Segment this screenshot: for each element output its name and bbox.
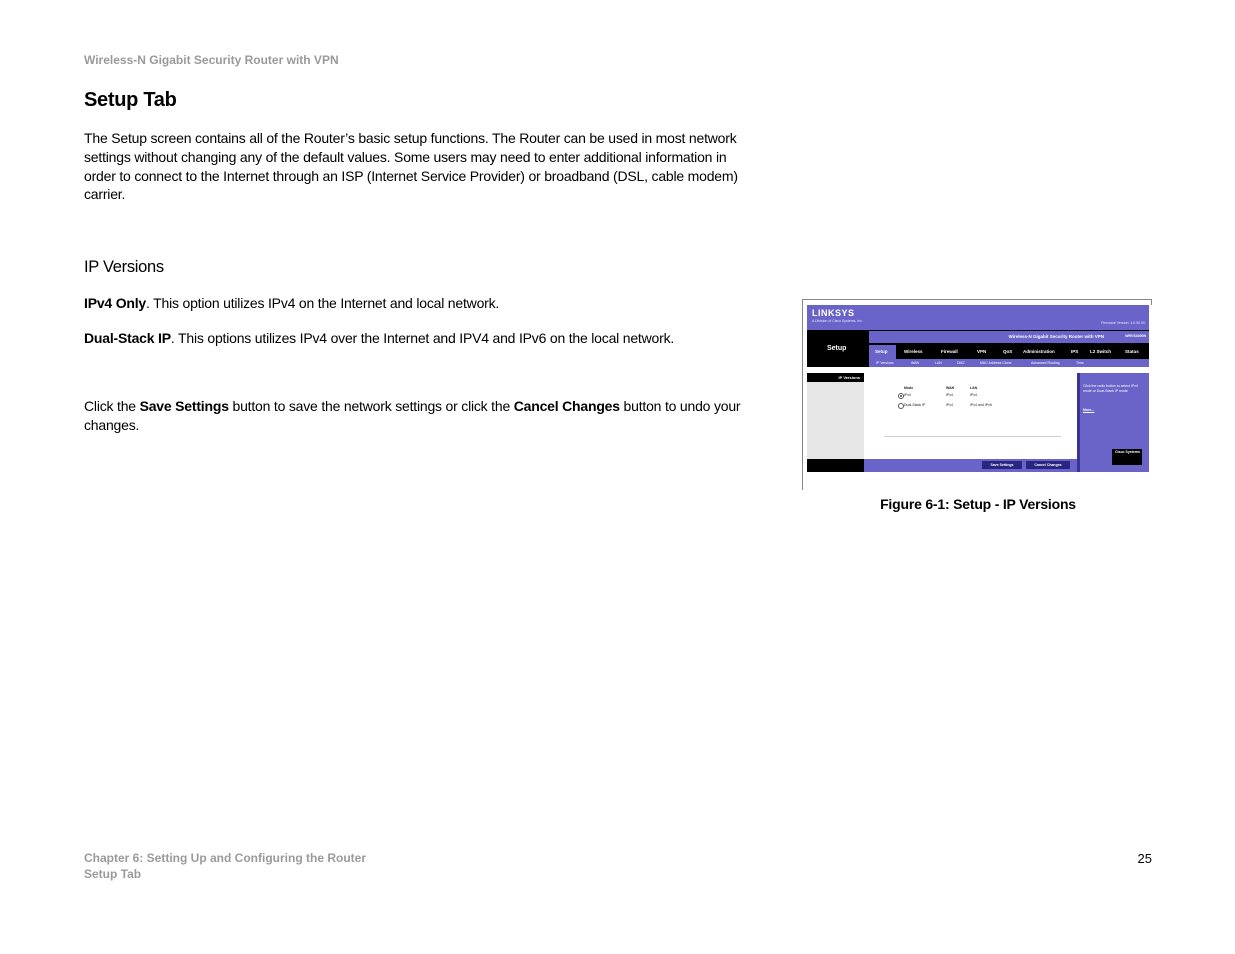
help-column-edge [1077,373,1080,472]
logo-subtitle: A Division of Cisco Systems, Inc. [812,319,863,323]
mode-ipv4: IPv4 [904,393,912,397]
tab-firewall[interactable]: Firewall [941,349,958,354]
cancel-changes-button[interactable]: Cancel Changes [1026,461,1070,469]
figure-frame-left [802,299,803,490]
save-para-mid: button to save the network settings or click the [228,398,514,414]
tab-status[interactable]: Status [1125,349,1139,354]
figure-frame-right [1151,299,1152,305]
subtab-wan[interactable]: WAN [911,360,920,365]
help-text: Click the radio button to select IPv4 mode or Dual-Stack IP mode [1083,384,1138,393]
dual-stack-text: . This options utilizes IPv4 over the Internet and IPV4 and IPv6 on the local network. [170,330,675,346]
section-title: Setup Tab [84,89,177,111]
lan-ipv4: IPv4 [970,393,978,397]
tab-vpn[interactable]: VPN [977,349,987,354]
subtab-advanced-routing[interactable]: Advanced Routing [1031,360,1060,365]
subsection-title: IP Versions [84,258,164,276]
figure-screenshot [802,299,1152,490]
save-settings-button[interactable]: Save Settings [982,461,1022,469]
form-divider [884,436,1061,437]
tab-l2-switch[interactable]: L2 Switch [1090,349,1112,354]
subtab-lan[interactable]: LAN [935,360,942,365]
lan-dual-stack: IPv4 and IPv6 [970,403,992,407]
ipv4-paragraph [84,294,754,313]
left-column [807,373,864,459]
brand-bar [807,305,1149,330]
mode-dual-stack: Dual-Stack IP [904,403,926,407]
section-label: IP Versions [838,375,860,380]
save-para-pre: Click the [84,398,140,414]
col-wan: WAN [946,386,955,390]
col-mode: Mode [904,386,914,390]
setup-label: Setup [827,345,847,352]
ipv4-term: IPv4 Only [84,295,147,311]
dual-stack-paragraph [84,329,754,348]
help-more-link[interactable]: More... [1083,408,1095,412]
firmware-version: Firmware Version: 1.0.00.00 [1101,321,1145,325]
dual-stack-term: Dual-Stack IP [84,330,171,346]
save-paragraph [84,397,756,435]
bottom-bar-left [807,459,864,472]
tab-setup[interactable]: Setup [875,349,888,354]
ipv4-text: . This option utilizes IPv4 on the Internet and local network. [146,295,500,311]
figure-frame-top [802,299,1152,300]
linksys-logo: LINKSYS [812,308,855,318]
tab-wireless[interactable]: Wireless [904,349,923,354]
intro-paragraph: The Setup screen contains all of the Router’s basic setup functions. The Router can be used in most network settings without changing any of the default values. Some users may need to enter additional information in order to connect to the Internet through an ISP (Internet Service Provider) or broadband (DSL, cable modem) carrier. [84,130,738,203]
wan-dual-stack: IPv4 [946,403,954,407]
footer-section: Setup Tab [84,867,142,881]
save-settings-term: Save Settings [139,398,229,414]
wan-ipv4: IPv4 [946,393,954,397]
figure-caption: Figure 6-1: Setup - IP Versions [880,496,1076,512]
save-para-post: button to undo your changes. [84,398,741,433]
footer-chapter: Chapter 6: Setting Up and Configuring the Router [84,851,366,865]
subtab-mac-clone[interactable]: MAC Address Clone [980,360,1012,365]
running-head: Wireless-N Gigabit Security Router with VPN [84,53,339,67]
router-ui [807,305,1149,472]
cisco-logo-text: Cisco Systems [1115,450,1140,454]
subtab-time[interactable]: Time [1076,360,1084,365]
tab-qos[interactable]: QoS [1003,349,1013,354]
subtab-dmz[interactable]: DMZ [957,360,965,365]
product-name: Wireless-N Gigabit Security Router with VPN [1008,334,1104,339]
model-number: WRVS4400N [1125,334,1146,338]
page-number: 25 [1137,851,1152,866]
col-lan: LAN [970,386,978,390]
cancel-changes-term: Cancel Changes [513,398,620,414]
tab-ips[interactable]: IPS [1071,349,1079,354]
tab-administration[interactable]: Administration [1023,349,1055,354]
subtab-ip-versions[interactable]: IP Versions [876,360,894,365]
